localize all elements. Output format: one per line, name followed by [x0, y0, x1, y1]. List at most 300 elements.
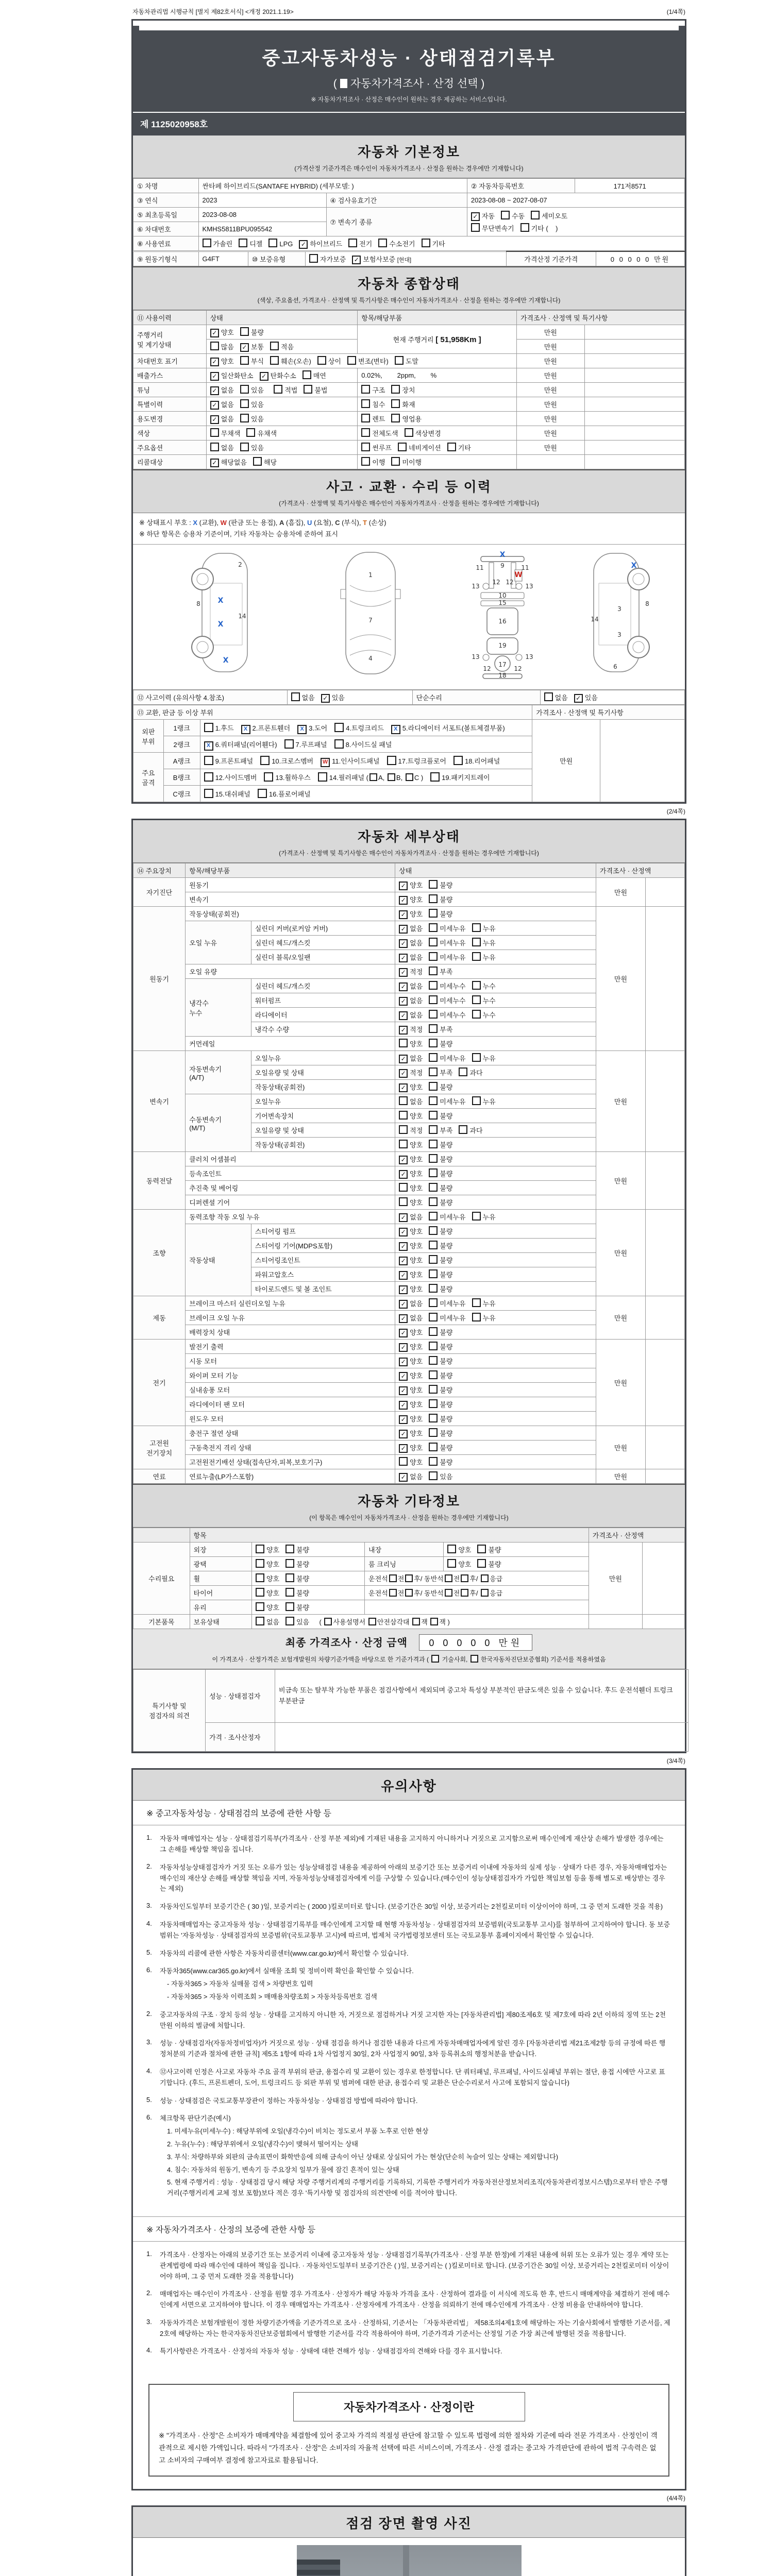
- checkbox-option[interactable]: 있음: [240, 401, 264, 409]
- checkbox-option[interactable]: ✓ 없음: [399, 954, 423, 961]
- table-row: 실린더 블록/오일팬 ✓ 없음 미세누유 누유: [133, 950, 685, 964]
- damage-checkbox[interactable]: [430, 772, 440, 782]
- checkbox-option[interactable]: 있음: [240, 386, 264, 394]
- field-label: ② 자동차등록번호: [467, 179, 575, 193]
- checkbox-option[interactable]: 기타: [447, 444, 471, 452]
- accident-flags-table: [133, 690, 685, 705]
- checkbox-option[interactable]: ✓ 없음: [210, 401, 234, 409]
- table-row: 수리필요 외장 양호 불량 내장 양호 불량 만원: [133, 1543, 685, 1557]
- damage-checkbox[interactable]: [204, 772, 213, 782]
- checkbox-option[interactable]: ✓ 양호: [399, 882, 423, 889]
- checkbox-option[interactable]: 불량: [429, 1386, 452, 1394]
- checkbox-option[interactable]: 불량: [429, 910, 452, 918]
- table-row: 원동기 작동상태(공회전) ✓ 양호 불량 만원: [133, 907, 685, 921]
- diagram-part-number: 13: [525, 653, 533, 661]
- checkbox-option[interactable]: 양호: [447, 1546, 471, 1554]
- notice-paragraph: 5. 자동차의 리콜에 관한 사항은 자동차리콜센터(www.car.go.kr)에서 확인할 수 있습니다.: [146, 1948, 409, 1957]
- checkbox[interactable]: [405, 1574, 413, 1582]
- checkbox-option[interactable]: 있음: [285, 1618, 309, 1626]
- checkbox-option[interactable]: 적법: [274, 386, 297, 394]
- base-price-value: 0 0 0 0 0 만원: [596, 251, 684, 266]
- photos-header: 점검 장면 촬영 사진: [133, 2507, 685, 2538]
- checkbox[interactable]: [405, 1589, 413, 1597]
- checkbox[interactable]: [445, 1589, 452, 1597]
- checkbox-option[interactable]: 양호: [399, 1199, 423, 1207]
- checkbox[interactable]: [389, 1589, 397, 1597]
- table-row: 수동변속기 (M/T) 오일누유 없음 미세누유 누유: [133, 1094, 685, 1109]
- checkbox-option[interactable]: ✓ 양호: [399, 1358, 423, 1365]
- table-row: 동력전달 클러치 어셈블리 ✓ 양호 불량 만원: [133, 1152, 685, 1166]
- checkbox-option[interactable]: 불량: [429, 1112, 452, 1120]
- table-row: 색상 무채색 유채색 전체도색 색상변경 만원: [133, 426, 685, 440]
- checkbox-option[interactable]: 불량: [477, 1546, 501, 1554]
- checkbox-option[interactable]: 부족: [429, 1026, 452, 1033]
- checkbox-option[interactable]: 도말: [395, 358, 418, 365]
- checkbox-option[interactable]: ✓ 양호: [210, 329, 234, 336]
- checkbox-option[interactable]: 누수: [472, 982, 496, 990]
- checkbox-option[interactable]: 매연: [303, 372, 326, 380]
- damage-checkbox[interactable]: W: [321, 758, 330, 767]
- checkbox-option[interactable]: 미세누유: [429, 1300, 465, 1308]
- checkbox-option[interactable]: ✓ 해당없음: [210, 459, 247, 466]
- notice-paragraph: 2. 중고자동차의 구조 · 장치 등의 성능 · 상태를 고지하지 아니한 자, 거짓으로 점검하거나 거짓 고지한 자는 [자동차관리법] 제80조제6호 및 제7호에 따라 2년 이하의 징역 또는 2천만원 이하의 벌금에 처합니다.: [146, 2009, 666, 2029]
- damage-checkbox[interactable]: X: [204, 741, 213, 751]
- checkbox-option[interactable]: ✓ 보험사보증: [352, 256, 395, 263]
- checkbox-option[interactable]: 양호: [256, 1575, 279, 1583]
- checkbox-option[interactable]: 불량: [285, 1546, 309, 1554]
- damage-checkbox[interactable]: [387, 756, 396, 765]
- table-row: 구동축전지 격리 상태 ✓ 양호 불량: [133, 1440, 685, 1455]
- checkbox-option[interactable]: 양호: [399, 1459, 423, 1466]
- checkbox[interactable]: [406, 773, 413, 781]
- checkbox-option[interactable]: 상이: [317, 358, 341, 365]
- notice-paragraph: 4. 특기사항란은 가격조사 · 산정자의 자동차 성능 · 상태에 대한 견해가 성능 · 상태점검자의 견해와 다를 경우 표시합니다.: [146, 2346, 502, 2355]
- checkbox-option[interactable]: ✓ 양호: [399, 1401, 423, 1409]
- checkbox-option[interactable]: 미세누유: [429, 1098, 465, 1106]
- title-band: [133, 26, 685, 135]
- table-row: 튜닝 ✓ 없음 있음 적법 불법 구조 장치 만원: [133, 383, 685, 397]
- checkbox-option[interactable]: ✓ 하이브리드: [299, 240, 342, 248]
- checkbox-option[interactable]: 누수: [472, 1011, 496, 1019]
- checkbox-option[interactable]: 불량: [429, 896, 452, 904]
- checkbox[interactable]: [389, 1574, 397, 1582]
- checkbox-option[interactable]: 수동: [501, 212, 525, 220]
- damage-checkbox[interactable]: [258, 789, 267, 798]
- checkbox-option[interactable]: LPG: [268, 240, 293, 248]
- checkbox[interactable]: [369, 773, 377, 781]
- document-number: 제 1125020958호: [133, 112, 685, 134]
- checkbox-option[interactable]: 영업용: [391, 415, 422, 423]
- checkbox-option[interactable]: ✓ 양호: [399, 1329, 423, 1336]
- checkbox-option[interactable]: ✓ 양호: [399, 1343, 423, 1351]
- checkbox-option[interactable]: ✓ 없음: [399, 939, 423, 947]
- final-price-label: 최종 가격조사 · 산정 금액: [285, 1637, 408, 1649]
- checkbox-option[interactable]: ✓ 탄화수소: [260, 372, 296, 380]
- checkbox-option[interactable]: 누유: [472, 1098, 496, 1106]
- definition-text: ※ "가격조사 · 산정"은 소비자가 매매계약을 체결함에 있어 중고차 가격의 적절성 판단에 참고할 수 있도록 법령에 의한 절차와 기준에 따라 전문 가격조사 · 산정인이 객관적으로 제시한 가액입니다. 따라서 "가격조사 · 산정"은 소비자의 자율적 선택에 따른 서비스이며, 가격조사 · 산정 결과는 중고차 가격판단에 관하여 법적 구속력은 없고 소비자의 구매여부 결정에 참고자료로 활용됩니다.: [159, 2432, 658, 2464]
- checkbox-option[interactable]: 불량: [477, 1561, 501, 1568]
- checkbox-option[interactable]: 없음: [210, 444, 234, 452]
- checkbox-option[interactable]: 누유: [472, 954, 496, 961]
- checkbox-option[interactable]: ✓ 양호: [399, 896, 423, 904]
- checkbox-option[interactable]: 미세누수: [429, 1011, 465, 1019]
- table-header-row: ⑭ 주요장치 항목/해당부품 상태 가격조사 · 산정액: [133, 863, 685, 878]
- damage-checkbox[interactable]: [260, 756, 270, 765]
- checkbox-option[interactable]: 양호: [256, 1604, 279, 1612]
- page-4-sheet: [131, 2505, 686, 2576]
- checkbox-option[interactable]: 부족: [429, 1127, 452, 1134]
- table-row: [133, 236, 685, 251]
- checkbox-option[interactable]: 없음: [544, 694, 568, 702]
- checkbox-option[interactable]: ✓ 없음: [399, 997, 423, 1005]
- field-label: ⑥ 차대번호: [133, 222, 199, 236]
- checkbox-option[interactable]: ✓ 양호: [399, 910, 423, 918]
- checkbox-option[interactable]: 불량: [429, 1199, 452, 1207]
- checkbox-option[interactable]: 불량: [429, 1372, 452, 1380]
- checkbox-option[interactable]: 무단변속기: [471, 225, 514, 232]
- checkbox-option[interactable]: 누유: [472, 1300, 496, 1308]
- damage-checkbox[interactable]: [284, 739, 294, 749]
- checkbox-option[interactable]: ✓ 양호: [399, 1271, 423, 1279]
- checkbox-option[interactable]: 양호: [399, 1141, 423, 1149]
- checkbox[interactable]: [431, 1655, 439, 1663]
- checkbox[interactable]: [461, 1589, 468, 1597]
- checkbox-option[interactable]: 양호: [399, 1040, 423, 1048]
- checkbox-option[interactable]: 불량: [429, 1228, 452, 1235]
- table-row: 윈도우 모터 ✓ 양호 불량: [133, 1412, 685, 1426]
- checkbox-option[interactable]: 없음: [256, 1618, 279, 1626]
- checkbox-option[interactable]: 누유: [472, 1314, 496, 1322]
- table-row: 많음 ✓ 보통 적음 만원: [133, 340, 685, 354]
- checkbox-option[interactable]: ✓ 없음: [210, 415, 234, 423]
- checkbox-option[interactable]: 있음: [240, 444, 264, 452]
- field-label: ④ 검사유효기간: [326, 193, 467, 208]
- car-damage-diagram: [133, 545, 685, 690]
- checkbox-option[interactable]: 디젤: [239, 240, 262, 248]
- table-row: 작동상태(공회전) 양호 불량: [133, 1138, 685, 1152]
- checkbox[interactable]: [445, 1574, 452, 1582]
- checkbox-option[interactable]: 불량: [429, 1141, 452, 1149]
- checkbox-option[interactable]: 화재: [391, 401, 415, 409]
- checkbox-option[interactable]: 불량: [429, 1083, 452, 1091]
- checkbox-option[interactable]: ✓ 양호: [399, 1257, 423, 1264]
- checkbox-option[interactable]: 가솔린: [203, 240, 233, 248]
- decorative-stripe: [139, 26, 679, 30]
- checkbox-option[interactable]: 불량: [429, 1459, 452, 1466]
- accident-history-label: ⑫ 사고이력 (유의사항 4.참조): [133, 690, 288, 705]
- diagram-part-number: 12: [492, 579, 500, 586]
- table-row: 주요 골격 A랭크 9.프론트패널 10.크로스멤버 W 11.인사이드패널 17.트렁크플로어 18.리어패널: [133, 753, 685, 769]
- damage-checkbox[interactable]: [204, 789, 213, 798]
- table-row: 용도변경 ✓ 없음 있음 렌트 영업용 만원: [133, 412, 685, 426]
- checkbox-option[interactable]: 불량: [285, 1604, 309, 1612]
- checkbox-option[interactable]: ✓ 일산화탄소: [210, 372, 254, 380]
- checkbox-option[interactable]: 미세누유: [429, 925, 465, 933]
- checkbox-option[interactable]: 불량: [240, 329, 264, 336]
- checkbox-option[interactable]: 기타 ( ): [520, 225, 558, 232]
- checkbox-option[interactable]: 누유: [472, 939, 496, 947]
- checkbox-option[interactable]: 변조(변타): [347, 358, 389, 365]
- side-view-left: [192, 553, 247, 672]
- checkbox-option[interactable]: ✓ 양호: [399, 1228, 423, 1235]
- checkbox-option[interactable]: 부식: [240, 358, 264, 365]
- field-label: ⑩ 보증유형: [248, 251, 305, 266]
- exchange-mark: X: [631, 562, 637, 570]
- status-code-legend: ※ 상태표시 부호 : X (교환), W (판금 또는 용접), A (흠집), U (요철), C (부식), T (손상) ※ 하단 항목은 승용차 기준이며, 기타 자동차는 승용차에 준하여 표시: [133, 513, 685, 545]
- table-row: 파워고압호스 ✓ 양호 불량: [133, 1267, 685, 1282]
- table-row: 배출가스 ✓ 일산화탄소 ✓ 탄화수소 매연 0.02%, 2ppm, % 만원: [133, 368, 685, 383]
- checkbox-option[interactable]: 미세누수: [429, 997, 465, 1005]
- damage-checkbox[interactable]: [264, 772, 273, 782]
- diagram-part-number: 10: [498, 592, 507, 600]
- checkbox[interactable]: [412, 1618, 420, 1625]
- checkbox-option[interactable]: 구조: [361, 386, 385, 394]
- diagram-part-number: 3: [617, 631, 621, 639]
- checkbox-option[interactable]: 불량: [429, 1285, 452, 1293]
- checkbox-option[interactable]: 미세누유: [429, 954, 465, 961]
- checkbox-option[interactable]: 누유: [472, 1055, 496, 1062]
- checkbox-option[interactable]: 부족: [429, 968, 452, 976]
- checkbox-option[interactable]: 불량: [429, 882, 452, 889]
- damage-checkbox[interactable]: [204, 756, 213, 765]
- checkbox[interactable]: [430, 1618, 438, 1625]
- notice-paragraph: 5. 성능 · 상태점검은 국토교통부장관이 정하는 자동차성능 · 상태점검 방법에 따라야 합니다.: [146, 2095, 418, 2105]
- checkbox-option[interactable]: ✓ 없음: [210, 386, 234, 394]
- checkbox-option[interactable]: 불량: [429, 1329, 452, 1336]
- table-row: 실린더 헤드/개스킷 ✓ 없음 미세누유 누유: [133, 936, 685, 950]
- definition-box: [148, 2384, 669, 2477]
- table-row: 특별이력 ✓ 없음 있음 침수 화재 만원: [133, 397, 685, 412]
- checkbox-option[interactable]: 누유: [472, 925, 496, 933]
- checkbox-option[interactable]: 불량: [429, 1401, 452, 1409]
- checkbox-option[interactable]: 불량: [429, 1343, 452, 1351]
- checkbox-option[interactable]: ✓ 있음: [321, 694, 345, 702]
- checkbox-option[interactable]: ✓ 없음: [399, 1055, 423, 1062]
- page-number-4: (4/4쪽): [666, 2495, 685, 2502]
- checkbox-option[interactable]: ✓ 양호: [399, 1372, 423, 1380]
- checkbox-option[interactable]: 불량: [429, 1257, 452, 1264]
- checkbox-option[interactable]: 불량: [429, 1358, 452, 1365]
- checkbox-option[interactable]: ✓ 양호: [399, 1242, 423, 1250]
- checkbox-option[interactable]: ✓ 적정: [399, 1069, 423, 1077]
- checkbox-option[interactable]: ✓ 양호: [399, 1444, 423, 1452]
- table-row: 배력장치 상태 ✓ 양호 불량: [133, 1325, 685, 1340]
- document-title: 중고자동차성능 · 상태점검기록부: [262, 47, 556, 69]
- checkbox-option[interactable]: 미세누유: [429, 939, 465, 947]
- checkbox-option[interactable]: 누유: [472, 1213, 496, 1221]
- checkbox-option[interactable]: 불량: [429, 1156, 452, 1163]
- checkbox-option[interactable]: ✓ 양호: [399, 1170, 423, 1178]
- page-3-sheet: [131, 1768, 686, 2490]
- checkbox-option[interactable]: 불량: [429, 1271, 452, 1279]
- final-price-amount: 0 0 0 0 0 만원: [419, 1634, 532, 1651]
- checkbox-option[interactable]: ✓ 양호: [399, 1386, 423, 1394]
- checkbox-option[interactable]: ✓ 있음: [574, 694, 598, 702]
- diagram-part-number: 11: [521, 564, 529, 572]
- checkbox-option[interactable]: 유채색: [246, 430, 277, 437]
- checkbox-option[interactable]: 불량: [429, 1184, 452, 1192]
- final-price-band: [133, 1629, 685, 1669]
- checkbox-option[interactable]: 불량: [429, 1040, 452, 1048]
- damage-checkbox[interactable]: [318, 772, 327, 782]
- table-row: [133, 251, 685, 266]
- checkbox-option[interactable]: 장치: [391, 386, 415, 394]
- checkbox-option[interactable]: 미세누유: [429, 1314, 465, 1322]
- checkbox-option[interactable]: 양호: [399, 1184, 423, 1192]
- checkbox-option[interactable]: ✓ 없음: [399, 1213, 423, 1221]
- notice-paragraph: 2. 자동차성능상태점검자가 거짓 또는 오류가 있는 성능상태점검 내용을 제공하여 아래의 보증기간 또는 보증거리 이내에 자동차의 실제 성능 · 상태가 다른 경우, 자동차매매업자는 매수인의 재산상 손해를 배상할 책임을 지며, 자동차성능상태점검자에게 이를 구상할 수 있습니다.(매수인이 성능상태점검자가 가입한 책임보험 등을 통해 별도로 배상받는 경우는 제외): [146, 1862, 667, 1893]
- checkbox-option[interactable]: 양호: [399, 1112, 423, 1120]
- definition-title: 자동차가격조사 · 산정이란: [293, 2392, 525, 2421]
- checkbox-option[interactable]: ✓ 없음: [399, 925, 423, 933]
- checkbox-option[interactable]: ✓ 없음: [399, 1011, 423, 1019]
- checkbox-option[interactable]: 미세누수: [429, 982, 465, 990]
- checkbox-option[interactable]: ✓ 양호: [210, 358, 234, 365]
- notice-paragraph: 3. 자동차인도일부터 보증기간은 ( 30 )일, 보증거리는 ( 2000 )킬로미터로 합니다. (보증기간은 30일 이상, 보증거리는 2천킬로미터 이상이어야 하며, 그 중 먼저 도래한 것을 적용): [146, 1902, 663, 1911]
- checkbox-option[interactable]: ✓ 양호: [399, 1083, 423, 1091]
- notices-list-1: [133, 1825, 685, 2216]
- checkbox-option[interactable]: 불량: [429, 1415, 452, 1423]
- checkbox-option[interactable]: 썬루프: [361, 444, 392, 452]
- checkbox-option[interactable]: ✓ 없음: [399, 1314, 423, 1322]
- checkbox-option[interactable]: 과다: [459, 1127, 482, 1134]
- checkbox-option[interactable]: 불량: [429, 1242, 452, 1250]
- table-row: 휠 양호 불량 운전석 전 후/ 동반석 전 후/ 응급: [133, 1571, 685, 1586]
- damage-checkbox[interactable]: [334, 723, 344, 732]
- accident-history-options: [287, 690, 412, 705]
- garage-beam: [403, 2545, 409, 2576]
- checkbox-option[interactable]: 해당: [253, 459, 277, 466]
- checkbox-option[interactable]: 있음: [429, 1473, 452, 1481]
- checkbox-option[interactable]: 불량: [285, 1589, 309, 1597]
- checkbox-option[interactable]: ✓ 없음: [399, 982, 423, 990]
- table-row: 주행거리 및 계기상태 ✓ 양호 불량 현재 주행거리 [ 51,958Km ] 만원: [133, 325, 685, 340]
- checkbox-option[interactable]: 무채색: [210, 430, 241, 437]
- checkbox-option[interactable]: ✓ 적정: [399, 968, 423, 976]
- checkbox-option[interactable]: 불량: [285, 1575, 309, 1583]
- checkbox[interactable]: [324, 1618, 332, 1625]
- checkbox-option[interactable]: 많음: [210, 343, 234, 351]
- table-header-row: ⑪ 사용이력 상태 항목/해당부품 가격조사 · 산정액 및 특기사항: [133, 311, 685, 325]
- table-row: 작동상태 스티어링 펌프 ✓ 양호 불량: [133, 1224, 685, 1239]
- table-row: 냉각수 수량 ✓ 적정 부족: [133, 1022, 685, 1037]
- checkbox-option[interactable]: 양호: [256, 1546, 279, 1554]
- checkbox-option[interactable]: 불량: [429, 1444, 452, 1452]
- garage-window: [297, 2560, 340, 2576]
- checkbox-option[interactable]: 침수: [361, 401, 385, 409]
- checkbox-option[interactable]: ✓ 양호: [399, 1156, 423, 1163]
- damage-checkbox[interactable]: X: [241, 725, 250, 734]
- diagram-part-number: 13: [472, 583, 480, 590]
- checkbox-option[interactable]: 전기: [348, 240, 372, 248]
- document: [131, 0, 686, 2576]
- diagram-part-number: 7: [368, 617, 373, 624]
- damage-checkbox[interactable]: X: [297, 725, 307, 734]
- checkbox-option[interactable]: ✓ 양호: [399, 1415, 423, 1423]
- checkbox[interactable]: [481, 1574, 489, 1582]
- top-view: [341, 552, 400, 674]
- table-header-row: 항목 가격조사 · 산정액: [133, 1528, 685, 1543]
- page-number-3: (3/4쪽): [666, 1757, 685, 1765]
- checkbox-option[interactable]: 불량: [429, 1430, 452, 1437]
- checkbox-option[interactable]: 양호: [256, 1561, 279, 1568]
- diagram-part-number: 1: [368, 571, 373, 579]
- checkbox-option[interactable]: 렌트: [361, 415, 385, 423]
- checkbox-option[interactable]: ✓ 자동: [471, 212, 495, 220]
- checkbox-option[interactable]: 전체도색: [361, 430, 398, 437]
- checkbox-option[interactable]: 없음: [399, 1098, 423, 1106]
- field-label: ⑧ 사용연료: [133, 236, 199, 251]
- checkbox[interactable]: [481, 1589, 489, 1597]
- checkbox-option[interactable]: 없음: [291, 694, 315, 702]
- checkbox-option[interactable]: 기타: [422, 240, 445, 248]
- notice-paragraph: 4. 자동차매매업자는 중고자동차 성능 · 상태점검기록부를 매수인에게 고지할 때 현행 자동차성능 · 상태점검자의 보증범위(국토교통부 고시)를 첨부하여 고지하여야 합니다. 동 보증범위는 '자동차성능 · 상태점검자의 보증범위'(국토교통부 고시)에 따르며, 법제처 국가법령정보센터 또는 국토교통부 홈페이지에서 확인할 수 있습니다.: [146, 1919, 670, 1939]
- checkbox-option[interactable]: ✓ 적정: [399, 1026, 423, 1033]
- checkbox-option[interactable]: 이행: [361, 459, 385, 466]
- damage-checkbox[interactable]: [453, 756, 463, 765]
- frame-view: [472, 551, 533, 679]
- checkbox-option[interactable]: 부족: [429, 1069, 452, 1077]
- form-meta: [131, 0, 686, 19]
- damage-checkbox[interactable]: [204, 723, 213, 732]
- car-name-value: 싼타페 하이브리드(SANTAFE HYBRID) (세부모델: ): [198, 179, 467, 193]
- checkbox[interactable]: [368, 1618, 376, 1625]
- notices-subhead-2: ※ 자동차가격조사 · 산정의 보증에 관한 사항 등: [133, 2216, 685, 2242]
- checkbox-option[interactable]: 네비게이션: [398, 444, 441, 452]
- diagram-part-number: 12: [506, 579, 514, 586]
- checkbox-option[interactable]: 수소전기: [378, 240, 415, 248]
- checkbox-option[interactable]: 세미오토: [531, 212, 567, 220]
- checkbox-option[interactable]: 미이행: [391, 459, 422, 466]
- checkbox-option[interactable]: ✓ 보통: [240, 343, 264, 351]
- checkbox-option[interactable]: 불량: [429, 1170, 452, 1178]
- checkbox[interactable]: [470, 1655, 478, 1663]
- checkbox-option[interactable]: 자가보증: [309, 256, 346, 263]
- table-row: 전기 발전기 출력 ✓ 양호 불량 만원: [133, 1340, 685, 1354]
- checkbox-option[interactable]: 훼손(오손): [270, 358, 311, 365]
- table-row: 커먼레일 양호 불량: [133, 1037, 685, 1051]
- checkbox-option[interactable]: 양호: [256, 1589, 279, 1597]
- checkbox-option[interactable]: 색상변경: [405, 430, 441, 437]
- checkbox-option[interactable]: 과다: [459, 1069, 482, 1077]
- checkbox-option[interactable]: 불법: [304, 386, 327, 394]
- checkbox-option[interactable]: ✓ 양호: [399, 1430, 423, 1437]
- vin-value: KMHS5811BPU095542: [198, 222, 326, 236]
- checkbox-option[interactable]: 미세누유: [429, 1213, 465, 1221]
- checkbox-option[interactable]: 적음: [270, 343, 294, 351]
- checkbox-option[interactable]: ✓ 없음: [399, 1300, 423, 1308]
- exchange-panel-table: [133, 705, 685, 802]
- diagram-part-number: 16: [498, 618, 507, 625]
- weld-mark: W: [514, 571, 523, 580]
- damage-checkbox[interactable]: X: [391, 725, 400, 734]
- checkbox-option[interactable]: 적정: [399, 1127, 423, 1134]
- checkbox-option[interactable]: 양호: [447, 1561, 471, 1568]
- table-row: [133, 179, 685, 193]
- diagram-part-number: 14: [238, 613, 246, 620]
- damage-checkbox[interactable]: [334, 739, 344, 749]
- checkbox-option[interactable]: ✓ 양호: [399, 1285, 423, 1293]
- checkbox-option[interactable]: 미세누유: [429, 1055, 465, 1062]
- checkbox-option[interactable]: 누수: [472, 997, 496, 1005]
- checkbox[interactable]: [461, 1574, 468, 1582]
- page-number-2: (2/4쪽): [666, 808, 685, 816]
- checkbox-option[interactable]: 불량: [285, 1561, 309, 1568]
- checkbox-option[interactable]: 있음: [240, 415, 264, 423]
- checkbox-option[interactable]: ✓ 없음: [399, 1473, 423, 1481]
- checkbox[interactable]: [388, 773, 395, 781]
- table-row: 리콜대상 ✓ 해당없음 해당 이행 미이행: [133, 455, 685, 469]
